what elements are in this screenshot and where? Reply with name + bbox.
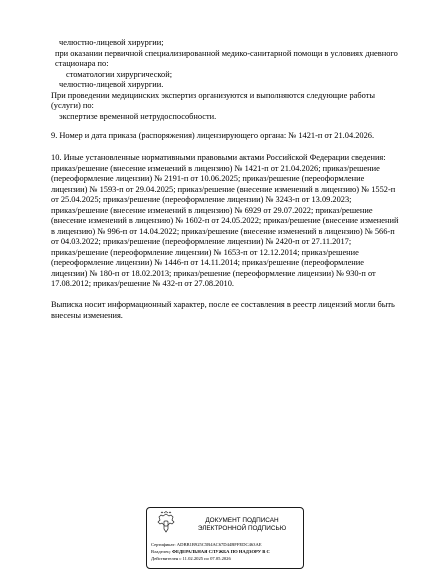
- text-line: приказ/решение (переоформление лицензии) № 1653-п от 12.12.2014; приказ/решение: [51, 248, 359, 257]
- signature-owner: [151, 549, 270, 555]
- text-line: приказ/решение (внесение изменений в лицензию) № 1421-п от 21.04.2026; приказ/решение: [51, 164, 380, 173]
- signature-subtitle: ЭЛЕКТРОННОЙ ПОДПИСЬЮ: [197, 525, 287, 532]
- coat-of-arms-emblem-icon: [153, 510, 179, 536]
- text-line: (внесение изменений в лицензию) № 1602-п от 24.05.2022; приказ/решение (внесение изменений: [51, 216, 399, 225]
- text-line: от 04.03.2022; приказ/решение (переоформление лицензии) № 2420-п от 27.11.2017;: [51, 237, 352, 246]
- text-line: экспертизе временной нетрудоспособности.: [59, 112, 217, 121]
- text-line: от 25.04.2025; приказ/решение (переоформление лицензии) № 3243-п от 13.09.2023;: [51, 195, 352, 204]
- disclaimer-line: внесены изменения.: [51, 311, 123, 320]
- signature-validity: Действителен с 11.02.2025 по 07.05.2026: [151, 556, 231, 561]
- section-9-license-order: 9. Номер и дата приказа (распоряжения) лицензирующего органа: № 1421-п от 21.04.2026.: [51, 131, 375, 140]
- text-line: стационара по:: [55, 59, 109, 68]
- signature-title: ДОКУМЕНТ ПОДПИСАН: [205, 517, 279, 524]
- signature-owner-name: ФЕДЕРАЛЬНАЯ СЛУЖБА ПО НАДЗОРУ В С: [172, 549, 270, 554]
- text-line: (переоформление лицензии) № 2191-п от 10.06.2025; приказ/решение (переоформление: [51, 174, 365, 183]
- text-line: при оказании первичной специализированной медико-санитарной помощи в условиях дневного: [55, 49, 398, 58]
- text-line: (переоформление лицензии) № 1446-п от 14.11.2014; приказ/решение (переоформление: [51, 258, 364, 267]
- text-line: челюстно-лицевой хирургии;: [59, 38, 164, 47]
- disclaimer-line: Выписка носит информационный характер, после ее составления в реестр лицензий могли быть: [51, 300, 395, 309]
- text-line: 17.08.2012; приказ/решение № 432-п от 27.08.2010.: [51, 279, 235, 288]
- text-line: приказ/решение (внесение изменений в лицензию) № 6929 от 29.07.2022; приказ/решение: [51, 206, 373, 215]
- text-line: (услуги) по:: [51, 101, 94, 110]
- text-line: лицензии) № 1593-п от 29.04.2025; приказ/решение (внесение изменений в лицензию) № 1552-п: [51, 185, 396, 194]
- section-10-heading: 10. Иные установленные нормативными правовыми актами Российской Федерации сведения:: [51, 153, 386, 162]
- text-line: При проведении медицинских экспертиз организуются и выполняются следующие работы: [51, 91, 375, 100]
- electronic-signature-stamp: [146, 507, 304, 569]
- signature-certificate: Сертификат: АDBB1B925С5В4АС67D44ВFFEDC463АЕ: [151, 542, 262, 547]
- text-line: лицензии) № 180-п от 18.02.2013; приказ/решение (переоформление лицензии) № 930-п от: [51, 269, 376, 278]
- text-line: стоматологии хирургической;: [66, 70, 173, 79]
- text-line: челюстно-лицевой хирургии.: [59, 80, 164, 89]
- signature-owner-label: Владелец:: [151, 549, 172, 554]
- text-line: в лицензию) № 996-п от 14.04.2022; приказ/решение (внесение изменений в лицензию) № 566-п: [51, 227, 395, 236]
